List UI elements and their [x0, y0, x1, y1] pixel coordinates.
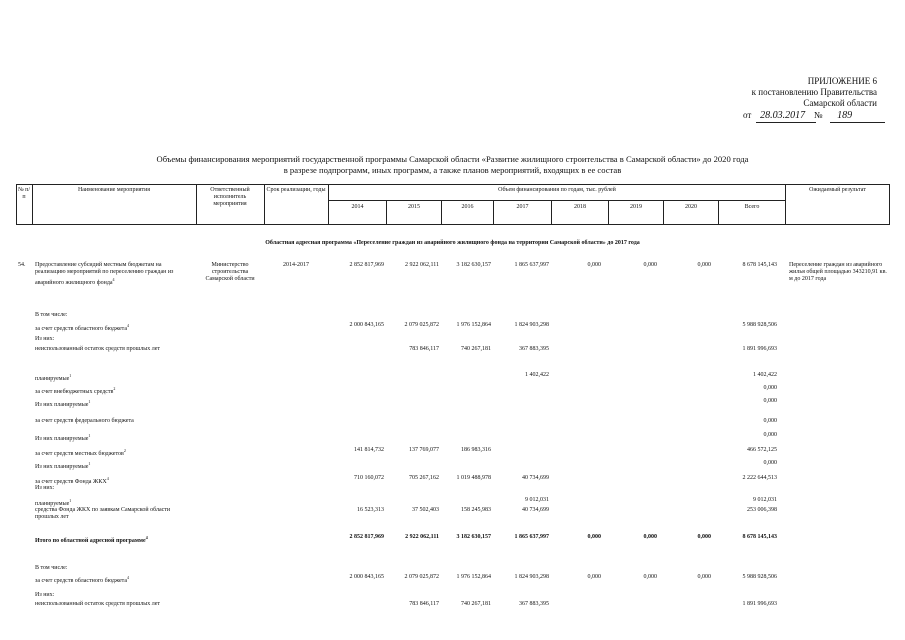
row-label-text: неиспользованный остаток средств прошлых лет [35, 601, 161, 607]
value-cell: 0,000 [763, 460, 777, 466]
row-label-text: за счет средств федерального бюджета [35, 418, 134, 424]
value-cell: 367 883,395 [519, 346, 549, 352]
row-label [35, 312, 195, 319]
row-label [35, 565, 195, 572]
row54-num: 54. [18, 262, 26, 268]
value-cell: 2 000 843,165 [349, 322, 384, 328]
value-cell: 0,000 [763, 418, 777, 424]
row-label-text: за счет средств местных бюджетов [35, 451, 124, 457]
number-underline [830, 122, 885, 123]
footnote-sup: 4 [106, 476, 109, 481]
row-label-text: неиспользованный остаток средств прошлых лет [35, 346, 161, 352]
row-label-text: Из них планируемые [35, 436, 89, 442]
header-num: № п/п [17, 187, 31, 200]
approval-block [752, 76, 877, 109]
col-divider [889, 184, 890, 225]
value-cell: 0,000 [763, 398, 777, 404]
row-label [35, 507, 195, 521]
row54-sup: 4 [112, 277, 115, 282]
footnote-sup: 1 [88, 399, 91, 404]
value-cell: 1 824 903,298 [514, 322, 549, 328]
footnote-sup: 4 [127, 575, 130, 580]
footnote-sup: 2 [123, 448, 126, 453]
value-cell: 367 883,395 [519, 601, 549, 607]
header-year-2019: 2019 [630, 204, 642, 210]
row-label [35, 418, 195, 425]
value-cell: 9 012,031 [525, 497, 549, 503]
section-title: Областная адресная программа «Переселение граждан из аварийного жилищного фонда на территории Самарской области» до 2017 года [265, 240, 640, 246]
title-line1: Объемы финансирования мероприятий государственной программы Самарской области «Развитие жилищного строительства в Самарской области» до 2020 года [156, 154, 749, 164]
value-cell: 5 988 928,506 [742, 574, 777, 580]
approval-from: от [743, 110, 752, 120]
value-cell: 1 402,422 [525, 372, 549, 378]
value-cell: 2 079 025,872 [404, 322, 439, 328]
value-cell: 37 502,403 [412, 507, 439, 513]
value-cell: 9 012,031 [753, 497, 777, 503]
value-cell: 186 983,316 [461, 447, 491, 453]
footnote-sup: 1 [88, 461, 91, 466]
value-cell: 3 182 630,157 [456, 262, 491, 268]
value-cell: 783 846,117 [409, 346, 439, 352]
value-cell: 2 922 062,111 [405, 534, 439, 540]
row-label [35, 336, 195, 343]
header-year-2014: 2014 [351, 204, 364, 210]
row-label-text: Из них планируемые [35, 402, 89, 408]
row54-name [35, 262, 185, 287]
row54-name-text: Предоставление субсидий местным бюджетам на реализацию мероприятий по переселению граждан из аварийного жилищного фонда [35, 262, 174, 286]
row-label [35, 322, 195, 333]
value-cell: 0,000 [697, 262, 711, 268]
value-cell: 1 824 903,298 [514, 574, 549, 580]
row-label-text: за счет внебюджетных средств [35, 389, 114, 395]
value-cell: 0,000 [587, 262, 601, 268]
header-result: Ожидаемый результат [809, 187, 866, 193]
header-year-2015: 2015 [408, 204, 420, 210]
value-cell: 1 976 152,864 [456, 574, 491, 580]
row-label [35, 460, 195, 471]
total-label-text: Итого по областной адресной программе [35, 538, 146, 544]
header-executor: Ответственный исполнитель мероприятия [210, 187, 250, 207]
row-label [35, 574, 195, 585]
header-year-2020: 2020 [685, 204, 697, 210]
value-cell: 0,000 [697, 574, 711, 580]
value-cell: 2 852 817,969 [349, 534, 384, 540]
footnote-sup: 4 [127, 323, 130, 328]
value-cell: 783 846,117 [409, 601, 439, 607]
value-cell: 1 019 488,978 [456, 475, 491, 481]
row54-result: Переселение граждан из аварийного жилья общей площадью 343210,91 кв. м до 2017 года [789, 262, 887, 282]
row-label-text: Из них: [35, 336, 55, 342]
footnote-sup: 1 [69, 373, 72, 378]
row-label-text: планируемые [35, 376, 70, 382]
approval-line1: ПРИЛОЖЕНИЕ 6 [807, 76, 877, 86]
value-cell: 1 402,422 [753, 372, 777, 378]
row-label-text: В том числе: [35, 565, 68, 571]
value-cell: 1 976 152,864 [456, 322, 491, 328]
footnote-sup: 1 [69, 498, 72, 503]
value-cell: 740 267,181 [461, 601, 491, 607]
row-label [35, 592, 195, 599]
value-cell: 2 222 644,513 [742, 475, 777, 481]
row-label [35, 601, 195, 608]
footnote-sup: 2 [113, 386, 116, 391]
row-label-text: за счет средств Фонда ЖКХ [35, 479, 107, 485]
approval-number-sign: № [813, 110, 823, 120]
value-cell: 0,000 [587, 534, 601, 540]
value-cell: 1 865 637,997 [514, 534, 549, 540]
header-period: Срок реализации, годы [266, 187, 326, 193]
header-total: Всего [744, 204, 760, 210]
value-cell: 710 160,072 [354, 475, 384, 481]
row-label [35, 447, 195, 458]
header-year-2018: 2018 [574, 204, 586, 210]
years-rule [328, 200, 785, 201]
value-cell: 0,000 [643, 262, 657, 268]
value-cell: 2 079 025,872 [404, 574, 439, 580]
value-cell: 0,000 [763, 432, 777, 438]
header-financing: Объем финансирования по годам, тыс. рублей [498, 187, 616, 193]
value-cell: 2 922 062,111 [404, 262, 439, 268]
col-divider [196, 184, 197, 225]
header-year-2017: 2017 [516, 204, 529, 210]
value-cell: 0,000 [697, 534, 711, 540]
value-cell: 253 006,398 [747, 507, 777, 513]
approval-date: 28.03.2017 [760, 110, 806, 121]
row-label-text: Из них планируемые [35, 464, 89, 470]
row-label-text: за счет средств областного бюджета [35, 326, 128, 332]
value-cell: 5 988 928,506 [742, 322, 777, 328]
header-name: Наименование мероприятия [77, 187, 151, 193]
row-label-text: Из них: [35, 485, 55, 491]
row-label-text: В том числе: [35, 312, 68, 318]
value-cell: 137 769,077 [409, 447, 439, 453]
value-cell: 3 182 630,157 [456, 534, 491, 540]
row-label [35, 372, 195, 383]
value-cell: 1 891 996,693 [742, 601, 777, 607]
footnote-sup: 1 [88, 433, 91, 438]
value-cell: 16 523,313 [357, 507, 384, 513]
value-cell: 1 865 637,997 [514, 262, 549, 268]
row-label [35, 346, 195, 353]
header-bottom-rule [16, 224, 889, 225]
row54-period: 2014-2017 [283, 262, 309, 268]
row-label [35, 398, 195, 409]
value-cell: 0,000 [587, 574, 601, 580]
total-sup: 4 [145, 535, 148, 540]
document-title [0, 154, 905, 176]
row54-executor: Министерство строительства Самарской области [205, 262, 255, 282]
approval-line3: Самарской области [803, 98, 877, 108]
value-cell: 0,000 [643, 534, 657, 540]
row-label-text: Из них: [35, 592, 55, 598]
value-cell: 40 734,699 [522, 507, 549, 513]
value-cell: 466 572,125 [747, 447, 777, 453]
total-label [35, 534, 185, 545]
row-label [35, 385, 195, 396]
row-label-text: средства Фонда ЖКХ по заявкам Самарской области прошлых лет [35, 507, 171, 520]
value-cell: 0,000 [763, 385, 777, 391]
date-underline [756, 122, 816, 123]
row-label-text: за счет средств областного бюджета [35, 578, 128, 584]
header-top-rule [16, 184, 889, 185]
value-cell: 0,000 [643, 574, 657, 580]
header-year-2016: 2016 [461, 204, 474, 210]
value-cell: 8 678 145,143 [742, 262, 777, 268]
value-cell: 2 000 843,165 [349, 574, 384, 580]
approval-date-line [743, 110, 865, 121]
title-line2: в разрезе подпрограмм, иных программ, а также планов мероприятий, входящих в ее состав [283, 165, 622, 175]
value-cell: 740 267,181 [461, 346, 491, 352]
row-label [35, 485, 195, 492]
approval-number: 189 [837, 110, 853, 121]
value-cell: 158 245,983 [461, 507, 491, 513]
row-label [35, 432, 195, 443]
row-label-text: планируемые [35, 501, 70, 507]
value-cell: 705 267,162 [409, 475, 439, 481]
value-cell: 1 891 996,693 [742, 346, 777, 352]
value-cell: 141 814,732 [354, 447, 384, 453]
value-cell: 40 734,699 [522, 475, 549, 481]
value-cell: 2 852 817,969 [349, 262, 384, 268]
approval-line2: к постановлению Правительства [751, 87, 877, 97]
value-cell: 8 678 145,143 [742, 534, 777, 540]
